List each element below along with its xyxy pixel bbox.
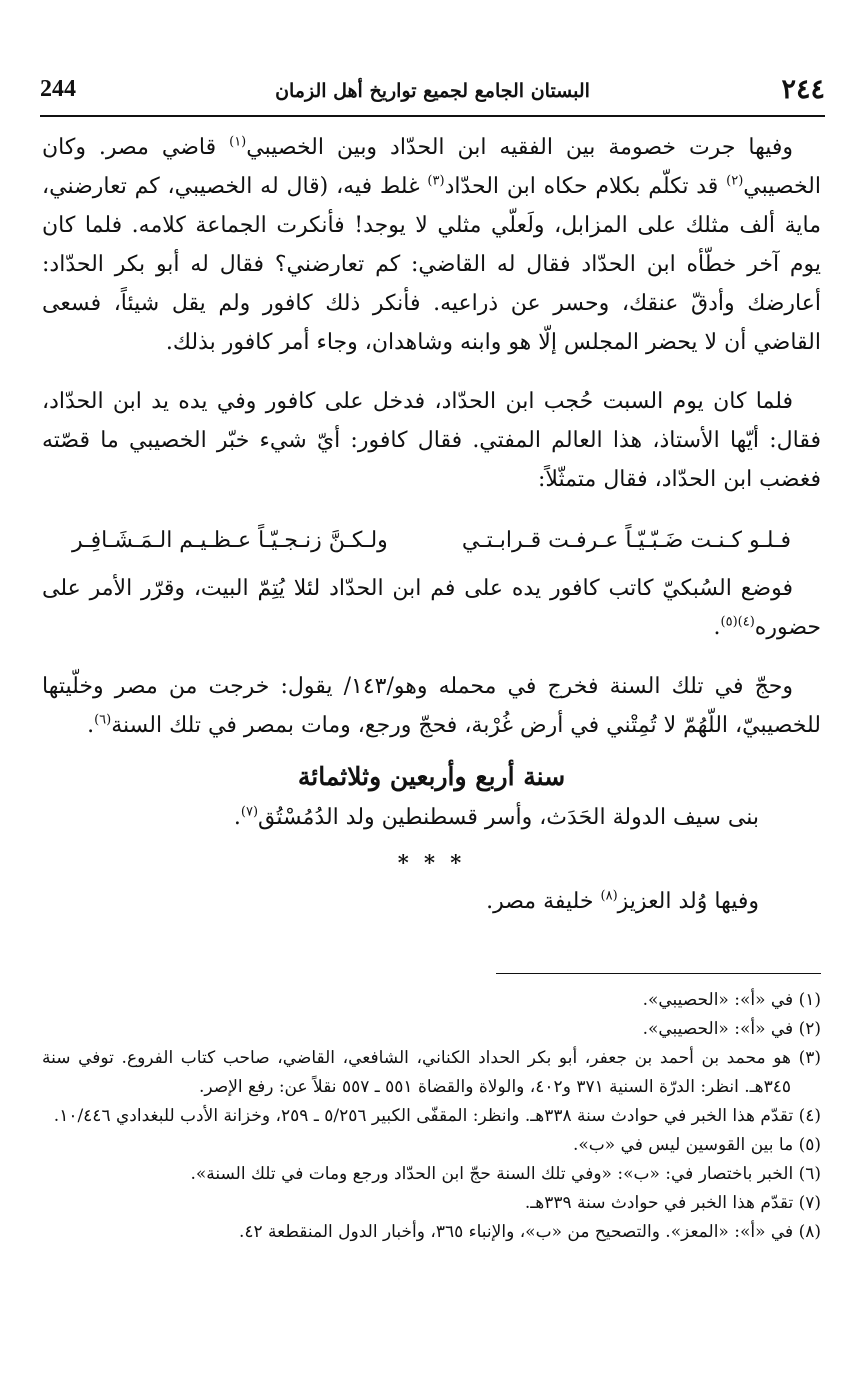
footnotes: [42, 986, 821, 1247]
footnote-1: (١) في «أ»: «الحصيبي».: [642, 990, 821, 1010]
text-run: .: [713, 615, 721, 640]
text-run: .: [87, 713, 95, 738]
running-title: البستان الجامع لجميع تواريخ أهل الزمان: [275, 80, 590, 102]
paragraph-2: فلما كان يوم السبت حُجب ابن الحدّاد، فدخل على كافور وفي يده يد ابن الحدّاد، فقال: أيّها الأستاذ، هذا العالم المفتي. فقال كافور: أيّ شيء خبّر الخصيبي ما قصّته فغضب ابن الحدّاد، فقال متمثّلاً:: [42, 389, 821, 492]
footnote-3: (٣) هو محمد بن أحمد بن جعفر، أبو بكر الحداد الكناني، الشافعي، القاضي، صاحب كتاب الفروع. توفي سنة ٣٤٥هـ. انظر: الدرّة السنية ٣٧١ و٤٠٢، والولاة والقضاة ٥٥١ ـ ٥٥٧ نقلاً عن: رفع الإصر.: [42, 1048, 821, 1097]
verse-first-hemistich: فـلـو كـنـت ضَـبّـيّـاً عـرفـت قـرابـتـي: [461, 528, 791, 553]
poem-verse: [42, 519, 821, 563]
text-run: وحجّ في تلك السنة فخرج في محمله وهو/١٤٣/ يقول: خرجت من مصر وخلّيتها للخصيبيّ، اللّهُمّ لا تُمِتْني في أرض غُرْبة، فحجّ ورجع، ومات بمصر في تلك السنة: [42, 674, 821, 738]
paragraph-1: [42, 128, 821, 362]
text-run: .: [233, 805, 241, 830]
text-run: وفيها جرت خصومة بين الفقيه ابن الحدّاد وبين الخصيبي: [246, 135, 794, 160]
paragraph-3: [42, 569, 821, 647]
footnote-rule: [496, 973, 821, 974]
verse-second-hemistich: ولـكـنَّ زنـجـيّـاً عـظـيـم الـمَـشَـافِـر: [72, 528, 388, 553]
section-line-1: [42, 798, 821, 837]
section-separator-stars: * * *: [397, 850, 466, 875]
footnote-ref-5: (٥): [720, 614, 738, 630]
main-text: [42, 128, 821, 921]
text-run: بنى سيف الدولة الحَدَث، وأسر قسطنطين ولد الدُمُسْتُق: [258, 805, 759, 830]
section-heading: سنة أربع وأربعين وثلاثمائة: [297, 762, 566, 791]
footnote-ref-1: (١): [229, 134, 247, 150]
footnote-7: (٧) تقدّم هذا الخبر في حوادث سنة ٣٣٩هـ.: [524, 1193, 821, 1213]
footnote-2: (٢) في «أ»: «الحصيبي».: [642, 1019, 821, 1039]
page-header: [40, 72, 825, 112]
section-line-2: [42, 882, 821, 921]
page-number-arabic: ٢٤٤: [781, 74, 825, 105]
text-run: قاضي مصر. وكان الخصيبي: [42, 135, 821, 199]
text-run: قد تكلّم بكلام حكاه ابن الحدّاد: [444, 174, 727, 199]
footnote-ref-7: (٧): [240, 804, 259, 820]
text-run: غلط فيه، (قال له الخصيبي، كم تعارضني، ماية ألف مثلك على المزابل، ولَعلّي مثلي لا يوجد! فأنكرت الجماعة كلامه. فلما كان يوم آخر خطّأه ابن الحدّاد فقال له القاضي: كم تعارضني؟ فقال له أبو بكر الحدّاد: أعارضك وأدقّ عنقك، وحسر عن ذراعيه. فأنكر ذلك كافور ولم يقل شيئاً، فسعى القاضي أن لا يحضر المجلس إلّا هو وابنه وشاهدان، وجاء أمر كافور بذلك.: [42, 174, 821, 355]
footnote-5: (٥) ما بين القوسين ليس في «ب».: [572, 1135, 821, 1155]
paragraph-4: [42, 667, 821, 745]
page-number-latin: 244: [40, 76, 76, 102]
footnote-4: (٤) تقدّم هذا الخبر في حوادث سنة ٣٣٨هـ. وانظر: المقفّى الكبير ٥/٢٥٦ ـ ٢٥٩، وخزانة الأدب للبغدادي ١٠/٤٤٦.: [53, 1106, 821, 1126]
footnote-ref-8: (٨): [600, 888, 618, 904]
footnote-ref-3: (٣): [427, 173, 445, 189]
footnote-ref-4: (٤): [737, 614, 755, 630]
footnote-ref-2: (٢): [726, 173, 744, 189]
footnote-ref-6: (٦): [94, 712, 112, 728]
footnote-6: (٦) الخبر باختصار في: «ب»: «وفي تلك السنة حجّ ابن الحدّاد ورجع ومات في تلك السنة».: [190, 1164, 821, 1184]
text-run: خليفة مصر.: [486, 889, 601, 914]
header-rule: [40, 115, 825, 117]
text-run: فوضع السُبكيّ كاتب كافور يده على فم ابن الحدّاد لئلا يُتِمّ البيت، وقرّر الأمر على حضوره: [42, 576, 821, 640]
text-run: وفيها وُلد العزيز: [617, 889, 759, 914]
footnote-8: (٨) في «أ»: «المعز». والتصحيح من «ب»، والإنباء ٣٦٥، وأخبار الدول المنقطعة ٤٢.: [238, 1222, 821, 1242]
